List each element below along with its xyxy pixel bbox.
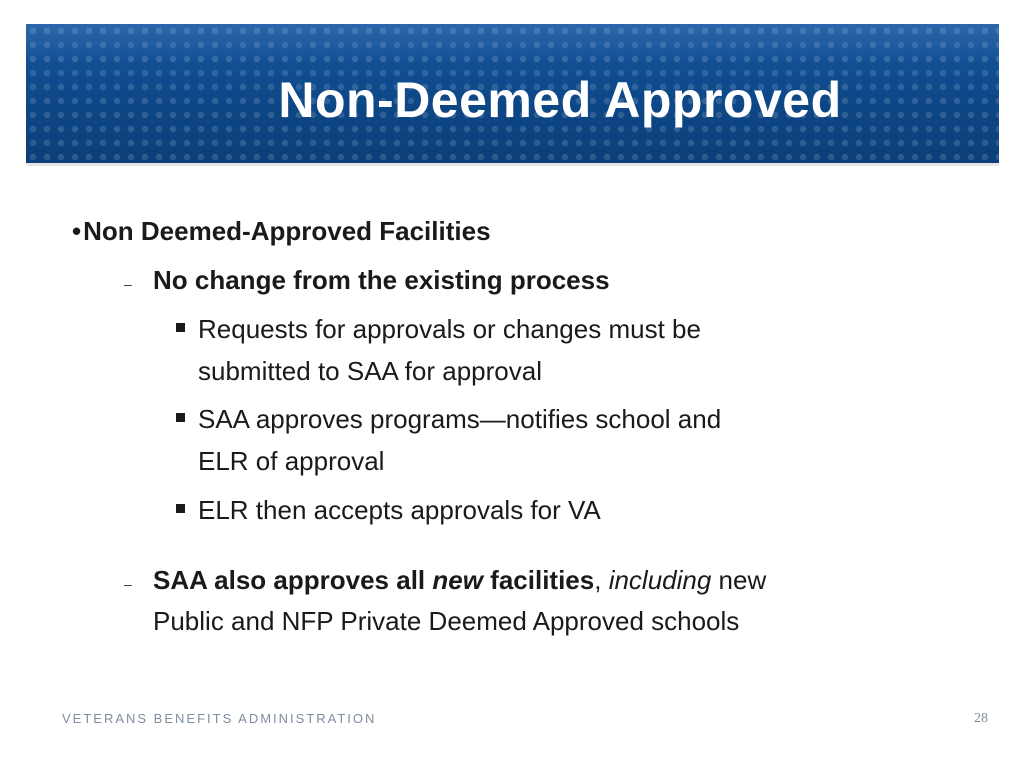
bullet-dot: • — [72, 216, 82, 246]
dash-marker-1: – — [124, 276, 132, 292]
footer-org: VETERANS BENEFITS ADMINISTRATION — [62, 711, 377, 726]
page-number: 28 — [974, 711, 988, 726]
sub2-new-plain: new — [711, 565, 767, 595]
sub2-facilities: facilities — [482, 565, 595, 595]
bullet-1-text: Non Deemed-Approved Facilities — [83, 216, 491, 246]
sub-bullet-1: No change from the existing process — [153, 265, 610, 295]
sub2-new: new — [432, 565, 483, 595]
sub-bullet-2-line-2: Public and NFP Private Deemed Approved schools — [153, 606, 740, 636]
item-2-line-1: SAA approves programs—notifies school and — [198, 404, 722, 434]
item-1-line-2: submitted to SAA for approval — [198, 356, 542, 386]
square-bullet-1 — [176, 323, 185, 332]
sub-bullet-2-line-1 — [153, 564, 766, 596]
item-1-line-1: Requests for approvals or changes must be — [198, 314, 701, 344]
item-2-line-2: ELR of approval — [198, 446, 385, 476]
bullet-1 — [72, 215, 491, 247]
title-banner — [26, 24, 999, 166]
item-3-line-1: ELR then accepts approvals for VA — [198, 495, 601, 525]
dash-marker-2: – — [124, 576, 132, 592]
sub2-part1: SAA also approves all — [153, 565, 433, 595]
slide-title: Non-Deemed Approved — [278, 72, 842, 128]
sub2-including: including — [608, 565, 712, 595]
square-bullet-2 — [176, 413, 185, 422]
sub2-comma: , — [594, 565, 609, 595]
square-bullet-3 — [176, 504, 185, 513]
